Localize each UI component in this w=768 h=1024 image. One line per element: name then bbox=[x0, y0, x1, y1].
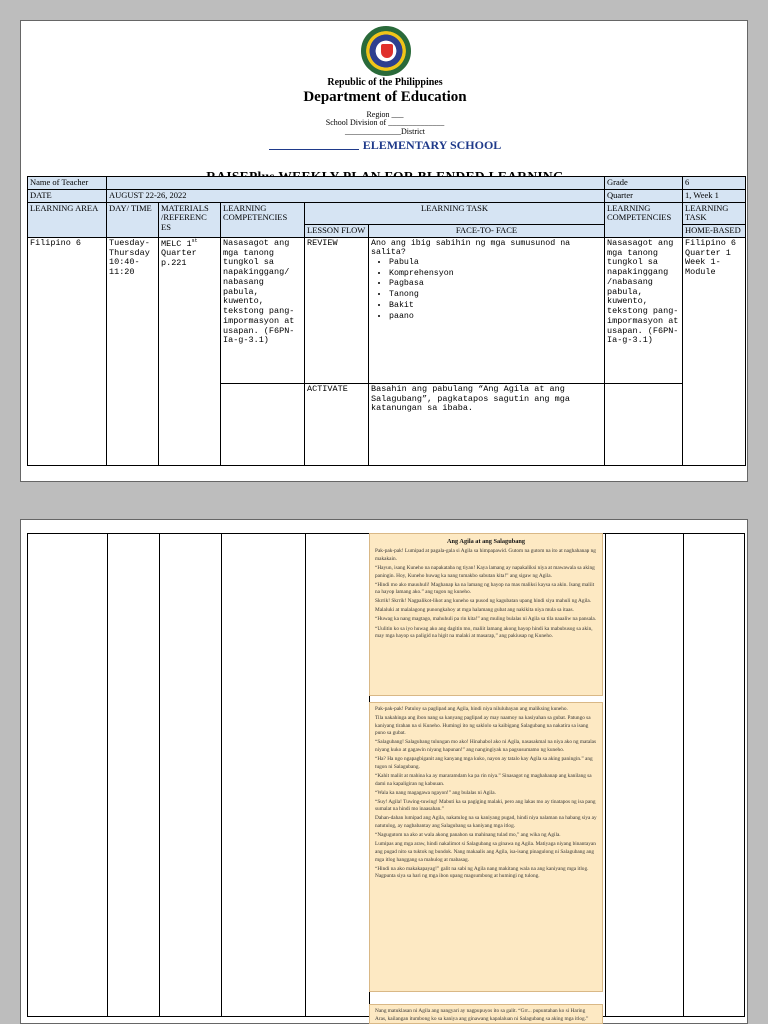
col-learning-task: LEARNING TASK bbox=[305, 202, 605, 225]
column-divider bbox=[605, 534, 606, 1016]
col-face-to-face: FACE-TO- FACE bbox=[369, 225, 605, 238]
story-paragraph: “Hindi mo ako mauuhuli! Maghanap ka na lamang ng hayop na mas maliksi kaysa sa akin. Isang maliit na hayop lamang ako.” ang tugon ng kuneho. bbox=[375, 581, 595, 596]
col-competencies: LEARNING COMPETENCIES bbox=[221, 202, 305, 237]
col-competencies-2: LEARNING COMPETENCIES bbox=[605, 202, 683, 237]
column-header-row bbox=[28, 202, 746, 225]
home-based-cell: Filipino 6 Quarter 1 Week 1- Module bbox=[683, 237, 746, 465]
story-paragraph: “Suy! Agila! Tuwing-tuwing! Mabuti ka sa pagiging malaki, pero ang lakas mo ay tinatapos ng isa pang sumalat na hindi mo inaasahan.” bbox=[375, 798, 596, 813]
story-paragraph: “Hayun, isang Kuneho na napakataba ng tiyan! Kaya lamang ay napakaliksi niya at mawawala sa aking paningin. Hoy, Kuneho huwag ka nang tumakbo sabutan kita!” ang sigaw ng Agila. bbox=[375, 564, 595, 579]
list-item: • Bakit bbox=[389, 301, 602, 312]
review-label: REVIEW bbox=[305, 237, 369, 383]
review-list bbox=[389, 258, 602, 323]
list-item: • paano bbox=[389, 312, 602, 323]
materials-cell: MELC 1st Quarter p.221 bbox=[159, 237, 221, 465]
story-paragraph: Pak-pak-pak! Patuloy sa paglipad ang Agila, hindi niya nilulubayan ang maliksing kuneho. bbox=[375, 706, 568, 712]
teacher-label: Name of Teacher bbox=[28, 177, 107, 190]
story-paragraph: “Ha? Ha ngo ngapagbiganit ang kanyang mga kuko, nayon ay tatalo kay Agila sa aking paningin.” ang tugon ni Salagubang. bbox=[375, 756, 593, 770]
competency-cell-2: Nasasagot ang mga tanong tungkol sa napakinggang /nabasang pabula, kuwento, tekstong pang-impormasyon at usapan. (F6PN-Ia-g-3.1) bbox=[605, 237, 683, 383]
republic-text: Republic of the Philippines bbox=[327, 77, 443, 88]
story-paragraph: Lumipas ang mga araw, hindi nakalimot si Salagubang sa ginawa ng Agila. Matiyaga niyang binantayan ang pugad nito sa tuktok ng bundok. Nang makaalis ang Agila, isa-isang pinagulong ni Salagubang ang mga itlog hanggang sa mahulog at mabasag. bbox=[375, 841, 596, 863]
story-paragraph: “Nagugutom na ako at wala akong panahon sa mahinang tulad mo,” ang wika ng Agila. bbox=[375, 832, 561, 839]
story-paragraph: “Kahit maliit at mahina ka ay mararamdam ka pa rin niya.” Sinasagot ng maghahanap ang kanilang sa dami na kapaligiran ng kabuuan. bbox=[375, 772, 592, 787]
school-division-line: School Division of ______________ bbox=[325, 118, 445, 127]
grade-value: 6 bbox=[683, 177, 746, 190]
teacher-value bbox=[107, 177, 605, 190]
teacher-row bbox=[28, 177, 746, 190]
story-paragraph: Tila nakahinga ang ibon nang sa kanyang paglipad ay may naamoy na kasiyahan sa gubat. Patungo sa kaniyang tirahan na si Kuneho. Humingi ito ng saklolo sa kaibigang Salagubang na nakatira sa isang puno sa gubat. bbox=[375, 715, 591, 737]
review-row bbox=[28, 237, 746, 383]
col-learning-area: LEARNING AREA bbox=[28, 202, 107, 237]
region-line: Region ___ bbox=[366, 110, 404, 119]
empty-cell bbox=[221, 383, 305, 465]
col-materials: MATERIALS /REFERENC ES bbox=[159, 202, 221, 237]
column-divider bbox=[107, 534, 108, 1016]
learning-area-cell: Filipino 6 bbox=[28, 237, 107, 465]
activate-text: Basahin ang pabulang “Ang Agila at ang Salagubang”, pagkatapos sagutin ang mga katanungan sa ibaba. bbox=[369, 383, 605, 465]
quarter-value: 1, Week 1 bbox=[683, 189, 746, 202]
district-line: ______________District bbox=[345, 127, 425, 136]
story-excerpt-1 bbox=[369, 533, 603, 696]
date-row bbox=[28, 189, 746, 202]
story-paragraph: Skrrik! Skrrik! Nagpalikot-likot ang kuneho sa pusod ng kagubatan upang hindi siya mahuli ng Agila. bbox=[375, 598, 592, 605]
story-paragraph: Pak-pak-pak! Lumipad at pagala-gala si Agila sa himpapawid. Gutom na gutom na ito at naghahanap ng makakain. bbox=[375, 548, 596, 562]
story-title: Ang Agila at ang Salagubang bbox=[446, 538, 526, 545]
deped-seal-logo bbox=[361, 26, 411, 76]
list-item: • Tanong bbox=[389, 290, 602, 301]
story-paragraph: Nang matuklasan ni Agila ang nangyari ay nagpupuyos ito sa galit. “Grr... pupuntahan ko si Haring Aras, kailangan itumbong ko sa kaniya ang ginawang kapalaluan ni Salagubang sa aking mga itlog.” bbox=[375, 1008, 589, 1022]
weekly-plan-table bbox=[27, 176, 746, 466]
date-label: DATE bbox=[28, 189, 107, 202]
list-item: • Pagbasa bbox=[389, 279, 602, 290]
story-excerpt-2 bbox=[369, 702, 603, 992]
story-paragraph: “Wala ka nang magagawa ngayon!” ang bulalas ni Agila. bbox=[375, 789, 496, 796]
column-divider bbox=[221, 534, 222, 1016]
list-item: • Komprehensyon bbox=[389, 269, 602, 280]
col-home-based: HOME-BASED bbox=[683, 225, 746, 238]
story-paragraph: “Hindi na ako makakapayag!” galit na sabi ng Agila nang makitang wala na ang kaniyang mga itlog. Nagpunta siya sa hari ng mga ibon upang magsumbong at humingi ng tulong. bbox=[375, 865, 589, 880]
col-learning-task-2: LEARNING TASK bbox=[683, 202, 746, 225]
department-title: Department of Education bbox=[303, 89, 467, 105]
review-content bbox=[369, 237, 605, 383]
story-paragraph: “Salagubang! Salagubang tulungan mo ako! Hinahabol ako ni Agila, nasasakmal na niya ako ng matalas niyang kuko at gagawin niyang hapunan!” ang nangingiyak na pagsusumamo ng kuneho. bbox=[375, 739, 597, 754]
plan-page-1 bbox=[20, 20, 748, 482]
column-divider bbox=[159, 534, 160, 1016]
story-paragraph: Malaluki at malalagong punongkahoy at mga halamang gubat ang nakikita niya mula sa itaas. bbox=[375, 607, 574, 614]
list-item: • Pabula bbox=[389, 258, 602, 269]
column-divider bbox=[683, 534, 684, 1016]
date-value: AUGUST 22-26, 2022 bbox=[107, 189, 605, 202]
empty-cell bbox=[605, 383, 683, 465]
quarter-label: Quarter bbox=[605, 189, 683, 202]
column-divider bbox=[305, 534, 306, 1016]
day-time-cell: Tuesday- Thursday 10:40- 11:20 bbox=[107, 237, 159, 465]
school-name: ELEMENTARY SCHOOL bbox=[21, 138, 749, 153]
competency-cell: Nasasagot ang mga tanong tungkol sa napakinggang/ nabasang pabula, kuwento, tekstong pang-impormasyon at usapan. (F6PN-Ia-g-3.1) bbox=[221, 237, 305, 383]
story-paragraph: “Uulitin ko sa iyo huwag ako ang dagitin mo, maliit lamang akong hayop hindi ka mabubusog sa akin, may mga hayop sa paligid na higit na malaki at masarap,” ang pakiusap ng Kuneho. bbox=[375, 625, 593, 640]
review-question: Ano ang ibig sabihin ng mga sumusunod na salita? bbox=[371, 238, 571, 258]
story-paragraph: “Huwag ka nang magtago, mahuhuli pa rin kita!” ang muling bulalas ni Agila sa tila naaaliw na pansala. bbox=[375, 616, 597, 623]
col-day-time: DAY/ TIME bbox=[107, 202, 159, 237]
story-paragraph: Dahan-dahan lumipad ang Agila, nakatulog na sa kaniyang pugad, hindi niya nalaman na habang siya ay natutulog, ay nagbabantay ang Salagubang sa kaniyang mga itlog. bbox=[375, 815, 597, 830]
plan-page-2 bbox=[20, 519, 748, 1024]
story-excerpt-3 bbox=[369, 1004, 603, 1024]
activate-label: ACTIVATE bbox=[305, 383, 369, 465]
grade-label: Grade bbox=[605, 177, 683, 190]
col-lesson-flow: LESSON FLOW bbox=[305, 225, 369, 238]
